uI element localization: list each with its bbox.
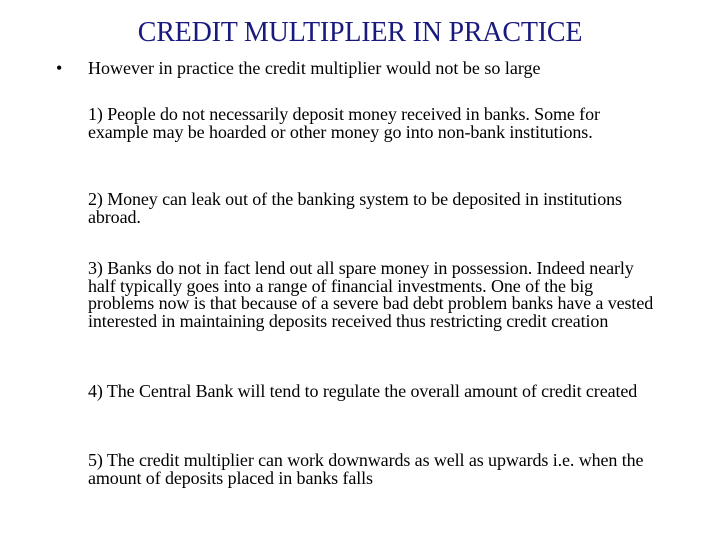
point-2: 2) Money can leak out of the banking system to be deposited in institutions abroad. — [88, 189, 622, 227]
point-4: 4) The Central Bank will tend to regulate the overall amount of credit created — [88, 381, 638, 401]
point-1: 1) People do not necessarily deposit money received in banks. Some for example may be hoarded or other money go into non-bank institutions. — [88, 104, 600, 142]
bullet-dot-icon: • — [56, 58, 63, 78]
point-3: 3) Banks do not in fact lend out all spare money in possession. Indeed nearly half typically goes into a range of financial investments. One of the big problems now is that because of a severe bad debt problem banks have a vested interested in maintaining deposits received thus restricting credit creation — [88, 258, 654, 331]
slide-title: CREDIT MULTIPLIER IN PRACTICE — [137, 17, 583, 48]
point-5: 5) The credit multiplier can work downwards as well as upwards i.e. when the amount of deposits placed in banks falls — [88, 450, 644, 488]
main-bullet-text: However in practice the credit multiplier would not be so large — [88, 58, 541, 78]
